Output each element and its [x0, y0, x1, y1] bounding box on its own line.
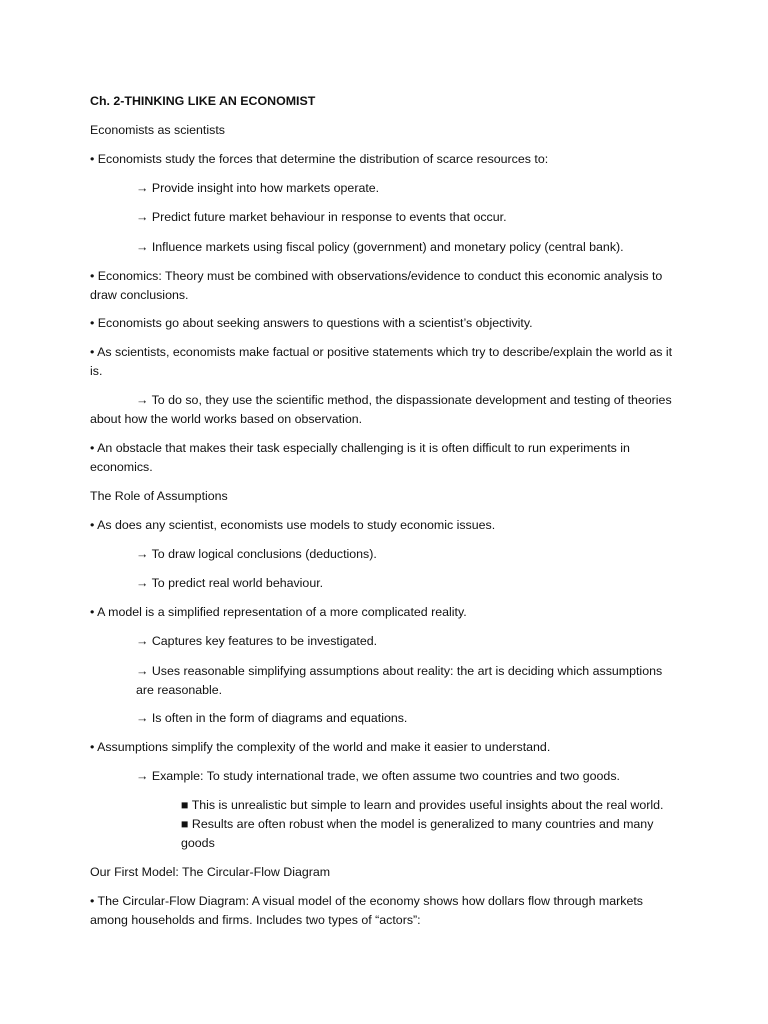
sub-sub-bullet-item: ■ Results are often robust when the model is generalized to many countries and many goods — [181, 817, 654, 850]
sub-bullet-item: → Influence markets using fiscal policy (government) and monetary policy (central bank). — [136, 240, 624, 254]
bullet-item: • An obstacle that makes their task especially challenging is it is often difficult to run experiments in economics. — [90, 441, 630, 474]
sub-sub-bullet-item: ■ This is unrealistic but simple to learn and provides useful insights about the real world. — [181, 798, 664, 812]
bullet-item: • Economics: Theory must be combined with observations/evidence to conduct this economic analysis to draw conclusions. — [90, 269, 663, 302]
sub-bullet-item: → To draw logical conclusions (deductions). — [136, 547, 377, 561]
section-heading-role-of-assumptions: The Role of Assumptions — [90, 489, 228, 503]
bullet-item: • As does any scientist, economists use models to study economic issues. — [90, 518, 496, 532]
bullet-item: • The Circular-Flow Diagram: A visual model of the economy shows how dollars flow through markets among households and firms. Includes two types of “actors”: — [90, 894, 643, 927]
sub-bullet-item: → Predict future market behaviour in response to events that occur. — [136, 210, 507, 224]
bullet-item: • As scientists, economists make factual or positive statements which try to describe/explain the world as it is. — [90, 345, 673, 378]
sub-bullet-item: → Captures key features to be investigated. — [136, 634, 378, 648]
sub-bullet-item: → Is often in the form of diagrams and equations. — [136, 711, 408, 725]
bullet-item: • Economists go about seeking answers to questions with a scientist’s objectivity. — [90, 316, 533, 330]
bullet-item: • A model is a simplified representation of a more complicated reality. — [90, 605, 467, 619]
bullet-item: • Assumptions simplify the complexity of the world and make it easier to understand. — [90, 740, 551, 754]
section-heading-circular-flow: Our First Model: The Circular-Flow Diagram — [90, 865, 331, 879]
sub-bullet-item: → Example: To study international trade, we often assume two countries and two goods. — [136, 769, 620, 783]
chapter-title: Ch. 2-THINKING LIKE AN ECONOMIST — [90, 94, 316, 108]
bullet-item: • Economists study the forces that determine the distribution of scarce resources to: — [90, 152, 549, 166]
sub-bullet-item: → To predict real world behaviour. — [136, 576, 324, 590]
sub-bullet-item: → Uses reasonable simplifying assumptions about reality: the art is deciding which assumptions are reasonable. — [136, 664, 663, 697]
sub-bullet-item: → Provide insight into how markets operate. — [136, 181, 380, 195]
sub-bullet-item: → To do so, they use the scientific method, the dispassionate development and testing of theories about how the world works based on observation. — [90, 393, 672, 426]
section-heading-economists-as-scientists: Economists as scientists — [90, 123, 225, 137]
